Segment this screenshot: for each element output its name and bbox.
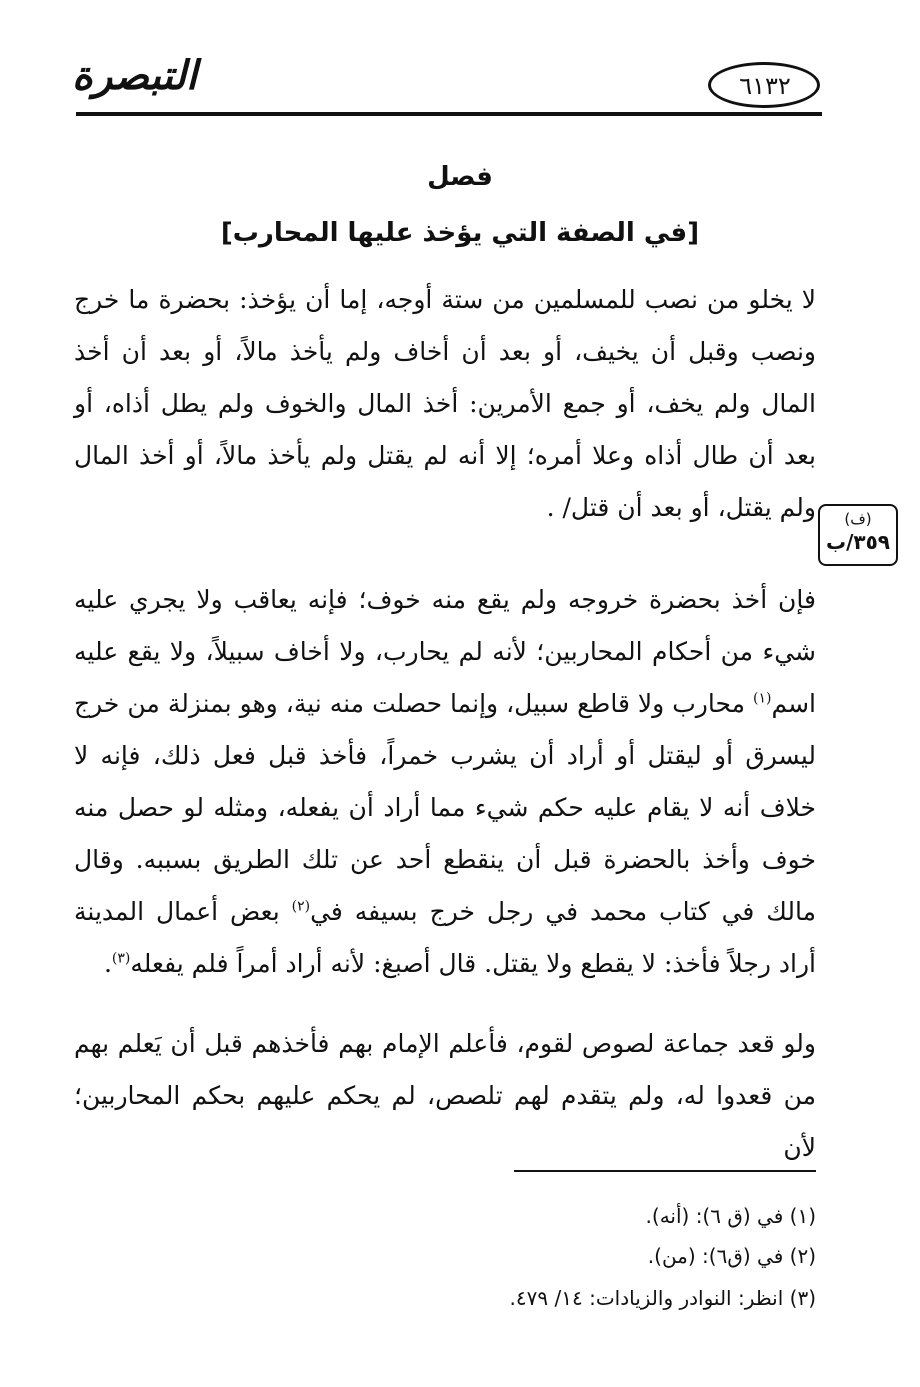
paragraph-2-part-d: . [103, 949, 112, 978]
paragraph-2-part-b: محارب ولا قاطع سبيل، وإنما حصلت منه نية، وهو بمنزلة من خرج ليسرق أو ليقتل أو أراد أن يشرب خمراً، فأخذ قبل فعل ذلك، فإنه لا خلاف أنه لا يقام عليه حكم شيء مما أراد أن يفعله، ومثله لو حصل منه خوف وأخذ بالحضرة قبل أن ينقطع أحد عن تلك الطريق بسببه. وقال مالك في كتاب محمد في رجل خرج بسيفه في [74, 689, 816, 926]
margin-note-bottom: ٣٥٩/ب [825, 530, 891, 554]
paragraph-2-part-c: بعض أعمال المدينة أراد رجلاً فأخذ: لا يقطع ولا يقتل. قال أصبغ: لأنه أراد أمراً فلم يفعله [74, 897, 816, 978]
margin-note-top: (ف) [844, 510, 872, 528]
footnote-3: (٣) انظر: النوادر والزيادات: ١٤/ ٤٧٩. [509, 1286, 816, 1310]
paragraph-3: ولو قعد جماعة لصوص لقوم، فأعلم الإمام بهم فأخذهم قبل أن يَعلم بهم من قعدوا له، ولم يتقدم لهم تلصص، لم يحكم عليهم بحكم المحاربين؛ لأن [74, 1029, 816, 1162]
running-title: التبصرة [72, 52, 198, 99]
footnote-rule [514, 1170, 816, 1172]
paragraph-1: لا يخلو من نصب للمسلمين من ستة أوجه، إما أن يؤخذ: بحضرة ما خرج ونصب وقبل أن يخيف، أو بعد أن أخاف ولم يأخذ مالاً، أو بعد أن أخذ المال ولم يخف، أو جمع الأمرين: أخذ المال والخوف ولم يطل أذاه، أو بعد أن طال أذاه وعلا أمره؛ إلا أنه لم يقتل ولم يأخذ مالاً، أو أخذ المال ولم يقتل، أو بعد أن قتل/ . [74, 285, 816, 522]
paragraph-2 [74, 574, 852, 990]
footnote-1: (١) في (ق ٦): (أنه). [645, 1204, 816, 1228]
paragraph-2-part-a: فإن أخذ بحضرة خروجه ولم يقع منه خوف؛ فإنه يعاقب ولا يجري عليه شيء من أحكام المحاربين؛ لأنه لم يحارب، ولا أخاف سبيلاً، ولا يقع عليه اسم [74, 585, 816, 718]
section-heading: فصل [427, 162, 493, 192]
footnote-2: (٢) في (ق٦): (من). [647, 1244, 816, 1268]
margin-note [818, 504, 898, 566]
header-rule [76, 112, 822, 116]
page-number: ٦١٣٢ [739, 72, 791, 100]
footnote-ref-3[interactable]: (٣) [111, 950, 131, 967]
footnote-ref-2[interactable]: (٢) [291, 898, 311, 915]
footnote-ref-1[interactable]: (١) [753, 690, 772, 707]
section-subtitle: [في الصفة التي يؤخذ عليها المحارب] [220, 218, 700, 248]
